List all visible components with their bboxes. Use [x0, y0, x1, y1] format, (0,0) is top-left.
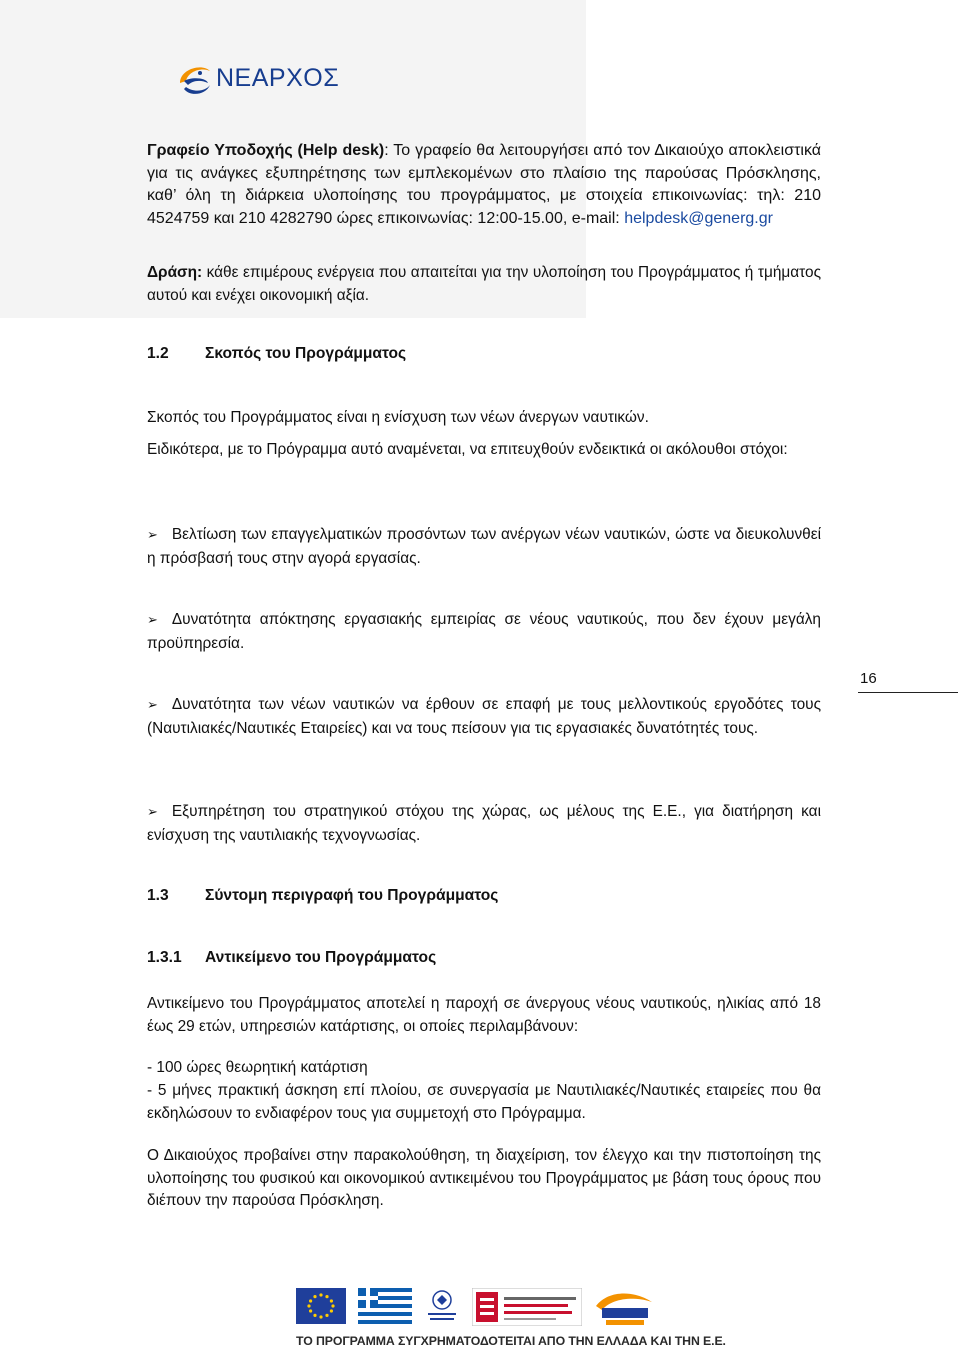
page-number-rule: [858, 692, 958, 693]
espa-logo: [594, 1288, 654, 1328]
eu-flag-icon: [296, 1288, 346, 1324]
section-title: Σκοπός του Προγράμματος: [205, 345, 407, 362]
logo-text: ΝΕΑΡΧΟΣ: [216, 63, 340, 92]
greek-flag-icon: [358, 1288, 412, 1324]
beneficiary-paragraph: Ο Δικαιούχος προβαίνει στην παρακολούθηση, τη διαχείριση, τον έλεγχο και την πιστοποίηση της υλοποίησης του φυσικού και οικονομικού αντικειμένου του Προγράμματος με βάση τους όρους που διέπουν την παρούσα Πρόσκληση.: [147, 1147, 821, 1209]
section-heading-1-3-1: [147, 949, 436, 967]
ministry-emblem-icon: [424, 1288, 460, 1326]
action-text: κάθε επιμέρους ενέργεια που απαιτείται για την υλοποίηση του Προγράμματος ή τμήματος αυτού και ενέχει οικονομική αξία.: [147, 264, 821, 304]
section-number: 1.2: [147, 345, 169, 362]
bullet-text: Δυνατότητα απόκτησης εργασιακής εμπειρίας σε νέους ναυτικούς, που δεν έχουν μεγάλη προϋπηρεσία.: [147, 611, 821, 652]
swoosh-e-logo-icon: [176, 59, 214, 97]
arrow-bullet-icon: ➢: [147, 805, 158, 820]
bullet-text: Εξυπηρέτηση του στρατηγικού στόχου της χώρας, ως μέλους της Ε.Ε., για διατήρηση και ενίσχυση της ναυτιλιακής τεχνογνωσίας.: [147, 803, 821, 844]
action-label: Δράση:: [147, 264, 203, 281]
nearchos-logo: [176, 58, 339, 98]
objective-bullet-3: [147, 694, 821, 740]
helpdesk-email-link[interactable]: helpdesk@generg.gr: [624, 209, 773, 227]
operational-programme-logo: [472, 1288, 582, 1326]
training-list-item-1: - 100 ώρες θεωρητική κατάρτιση: [147, 1059, 368, 1076]
subject-paragraph: Αντικείμενο του Προγράμματος αποτελεί η παροχή σε άνεργους νέους ναυτικούς, ηλικίας από 18 έως 29 ετών, υπηρεσιών κατάρτισης, οι οποίες περιλαμβάνουν:: [147, 995, 821, 1035]
helpdesk-label: Γραφείο Υποδοχής (Help desk): [147, 142, 385, 159]
funding-statement: ΤΟ ΠΡΟΓΡΑΜΜΑ ΣΥΓΧΡΗΜΑΤΟΔΟΤΕΙΤΑΙ ΑΠΟ ΤΗΝ ΕΛΛΑΔΑ ΚΑΙ ΤΗΝ Ε.Ε.: [296, 1334, 726, 1348]
funding-logos: [296, 1288, 654, 1328]
section-title: Σύντομη περιγραφή του Προγράμματος: [205, 887, 499, 904]
arrow-bullet-icon: ➢: [147, 528, 158, 543]
objective-bullet-2: [147, 609, 821, 655]
bullet-text: Βελτίωση των επαγγελματικών προσόντων των ανέργων νέων ναυτικών, ώστε να διευκολυνθεί η πρόσβασή τους στην αγορά εργασίας.: [147, 526, 821, 567]
section-number: 1.3: [147, 887, 169, 904]
helpdesk-paragraph: [147, 140, 821, 230]
arrow-bullet-icon: ➢: [147, 613, 158, 628]
bullet-text: Δυνατότητα των νέων ναυτικών να έρθουν σε επαφή με τους μελλοντικούς εργοδότες τους (Ναυτιλιακές/Ναυτικές Εταιρείες) και να τους πείσουν για τις εργασιακές δυνατότητές τους.: [147, 696, 821, 737]
training-list-item-2: - 5 μήνες πρακτική άσκηση επί πλοίου, σε συνεργασία με Ναυτιλιακές/Ναυτικές εταιρείες που θα εκδηλώσουν το ενδιαφέρον τους για συμμετοχή στο Πρόγραμμα.: [147, 1082, 821, 1122]
objective-bullet-1: [147, 524, 821, 570]
section-title: Αντικείμενο του Προγράμματος: [205, 949, 437, 966]
arrow-bullet-icon: ➢: [147, 698, 158, 713]
section-heading-1-3: [147, 887, 498, 905]
purpose-paragraph: Σκοπός του Προγράμματος είναι η ενίσχυση των νέων άνεργων ναυτικών.: [147, 409, 649, 426]
page-number: 16: [860, 670, 877, 687]
objectives-intro-paragraph: Ειδικότερα, με το Πρόγραμμα αυτό αναμένεται, να επιτευχθούν ενδεικτικά οι ακόλουθοι στόχοι:: [147, 441, 788, 458]
action-paragraph: [147, 262, 821, 307]
section-heading-1-2: [147, 345, 406, 363]
objective-bullet-4: [147, 801, 821, 847]
section-number: 1.3.1: [147, 949, 182, 966]
helpdesk-text: : Το γραφείο θα λειτουργήσει από τον Δικαιούχο αποκλειστικά για τις ανάγκες εξυπηρέτησης των εμπλεκομένων στο πλαίσιο της παρούσας Πρόσκλησης, καθ’ όλη τη διάρκεια υλοποίησης του προγράμματος, με στοιχεία επικοινωνίας: τηλ: 210 4524759 και 210 4282790 ώρες επικοινωνίας: 12:00-15.00, e-mail:: [147, 142, 822, 227]
